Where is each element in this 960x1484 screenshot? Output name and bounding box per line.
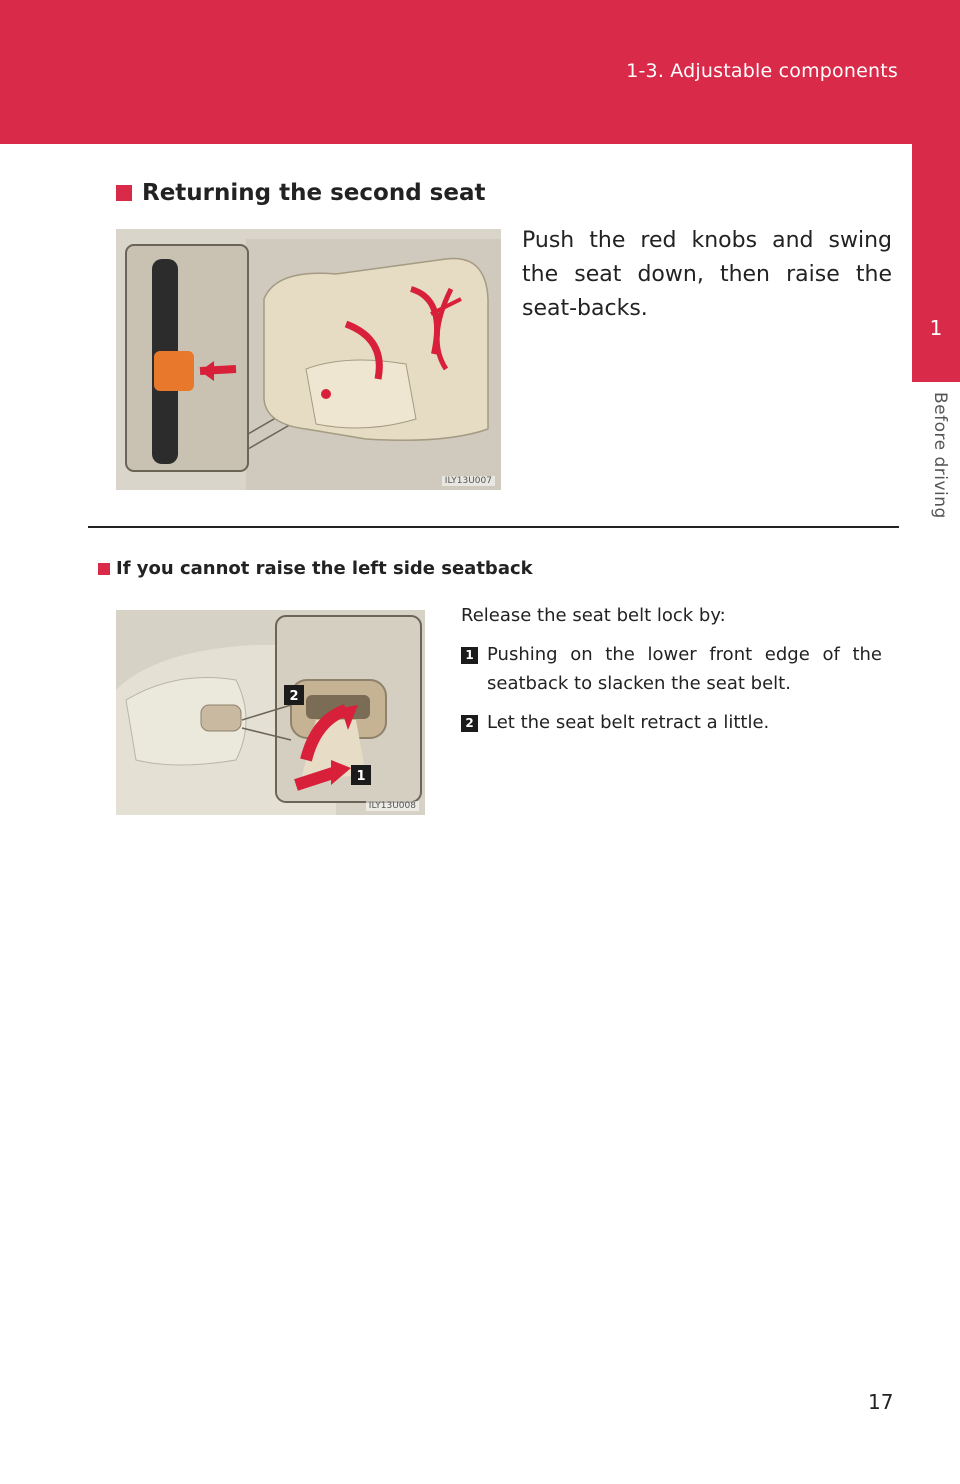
section-heading-text: Returning the second seat <box>142 180 486 206</box>
step-number-badge: 2 <box>461 715 478 732</box>
sub-heading-text: If you cannot raise the left side seatback <box>116 558 533 579</box>
chapter-title: 1-3. Adjustable components <box>626 60 898 82</box>
sub-heading-left-seatback <box>98 558 533 579</box>
step-text: Let the seat belt retract a little. <box>487 712 770 733</box>
square-bullet-icon <box>116 185 132 201</box>
page-number: 17 <box>868 1390 894 1414</box>
section-divider <box>88 526 899 528</box>
seat-belt-illustration <box>116 610 425 815</box>
step-number-badge: 1 <box>461 647 478 664</box>
chapter-number: 1 <box>929 316 943 340</box>
seatbelt-illustration-icon <box>116 610 425 815</box>
page-header <box>0 0 960 144</box>
chapter-tab <box>912 144 960 382</box>
chapter-label: Before driving <box>930 392 950 519</box>
section-heading-returning-seat <box>116 180 485 206</box>
figure-code: ILY13U008 <box>366 801 419 811</box>
seat-illustration-icon <box>116 229 501 490</box>
step-text: Pushing on the lower front edge of the seatback to slacken the seat belt. <box>487 644 882 694</box>
steps-intro: Release the seat belt lock by: <box>461 605 726 626</box>
step-item <box>461 640 882 698</box>
step-item <box>461 708 882 737</box>
steps-list <box>461 605 882 747</box>
figure-code: ILY13U007 <box>442 476 495 486</box>
square-bullet-icon <box>98 563 110 575</box>
seat-return-illustration <box>116 229 501 490</box>
figure-label-2: 2 <box>289 689 299 704</box>
figure-label-1: 1 <box>356 769 366 784</box>
section-paragraph: Push the red knobs and swing the seat down, then raise the seat-backs. <box>522 228 892 321</box>
